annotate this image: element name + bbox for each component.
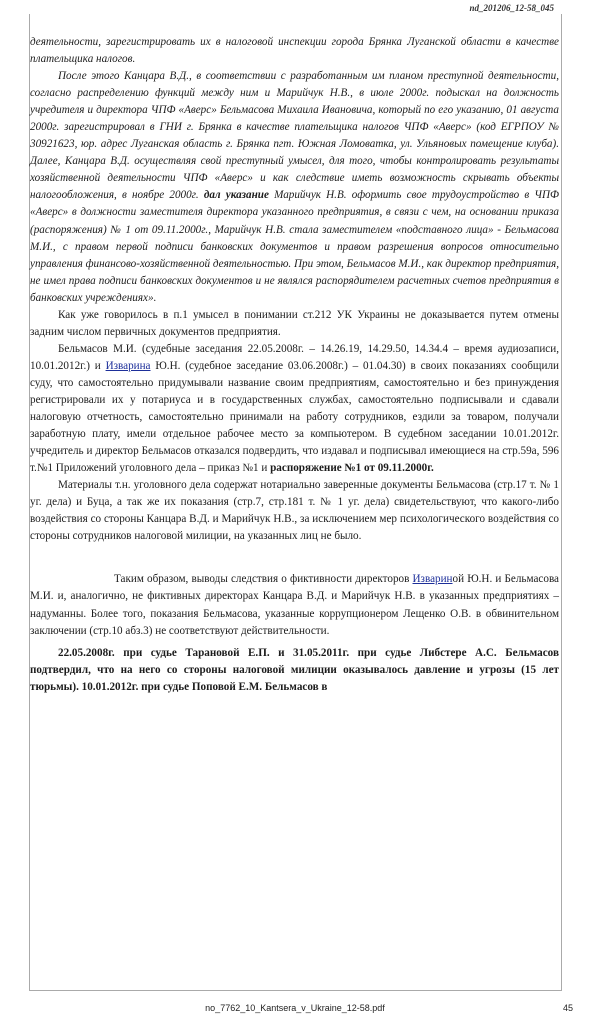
izvarina-link[interactable]: Изварина <box>105 359 151 372</box>
footer-page-number: 45 <box>562 1003 573 1013</box>
conclusion-text-end: ой Ю.Н. и Бельмасова М.И. и, аналогично, не фиктивных директорах Канцара В.Д. и Марийчук Н.В. в указанных предприятиях – надуманны. Более того, показания Бельмасова, указанные коррупционером Лещенко О.В. в обвинительном заключении (стр.10 абз.3) не соответствуют действительности. <box>30 573 560 637</box>
paragraph-testimony <box>30 341 559 477</box>
paragraph-gap <box>30 545 559 571</box>
paragraph-conclusion <box>30 571 559 639</box>
testimony-text-start: Бельмасов М.И. (судебные заседания 22.05.2008г. – 14.26.19, 14.29.50, 14.34.4 – время аудиозаписи, 10.01.2012г.) и <box>30 342 559 372</box>
quote-bold-phrase: дал указание <box>203 189 269 202</box>
conclusion-text-start: Таким образом, выводы следствия о фиктивности директоров <box>114 573 413 586</box>
paragraph-quote-continuation: деятельности, зарегистрировать их в налоговой инспекции города Брянка Луганской области в качестве плательщика налогов. <box>30 36 559 66</box>
testimony-text-middle: Ю.Н. (судебное заседание 03.06.2008г.) – 01.04.30) в своих показаниях сообщили суду, что самостоятельно придумывали название своим предприятиям, самостоятельно и без принуждения регистрировали их у потариуса и в государственных службах, самостоятельно подписывали и сдавали налоговую отчетность, самостоятельно принимали на работу сотрудников, ездили за товаром, получали заработную плату, имели отдельное рабочее место за компьютером. В судебном заседании 10.01.2012г. учредитель и директор Бельмасов отказался подвердить, что издавал и подписывал имеющиеся на стр.59а, 596 т.№1 Приложений уголовного дела – приказ №1 и <box>30 359 559 475</box>
izvarin-link[interactable]: Изварин <box>412 573 453 586</box>
page-body <box>30 34 559 696</box>
footer-filename: no_7762_10_Kantsera_v_Ukraine_12-58.pdf <box>205 1003 385 1013</box>
quote-text-end: Марийчук Н.В. оформить свое трудоустройство в ЧПФ «Аверс» в должности заместителя директора указанного предприятия, в связи с чем, на основании приказа (распоряжения) № 1 от 09.11.2000г., Марийчук Н.В. стала заместителем «подставного лица» - Бельмасова М.И., с правом первой подписи банковских документов и правом разрешения вопросов относительно управления финансово-хозяйственной деятельностью. При этом, Бельмасов М.И., как директор предприятия, не имел права подписи банковских документов и не являлся распорядителем расчетных счетов предприятия в банковских учреждениях». <box>30 189 559 304</box>
paragraph-intent: Как уже говорилось в п.1 умысел в понимании ст.212 УК Украины не доказывается путем отмены задним числом первичных документов предприятия. <box>30 308 559 338</box>
testimony-bold-order: распоряжение №1 от 09.11.2000г. <box>270 462 434 475</box>
document-code: nd_201206_12-58_045 <box>469 3 554 13</box>
paragraph-materials: Материалы т.н. уголовного дела содержат нотариально заверенные документы Бельмасова (стр.17 т. № 1 уг. дела) и Буца, а так же их показания (стр.7, стр.181 т. № 1 уг. дела) свидетельствуют, что какого-либо воздействия со стороны Канцара В.Д. и Марийчук Н.В., за исключением мер психологического воздействия со стороны сотрудников налоговой милиции, на указанных лиц не было. <box>30 479 559 543</box>
quote-text-start: После этого Канцара В.Д., в соответствии с разработанным им планом преступной деятельности, согласно распределению функций между ним и Марийчук Н.В., в июле 2000г. подыскал на должность учредителя и директора ЧПФ «Аверс» Бельмасова Михаила Ивановича, который по его указанию, 01 августа 2000г. зарегистрировал в ГНИ г. Брянка в качестве плательщика налогов ЧПФ «Аверс» (код ЕГРПОУ № 30921623, юр. адрес Луганская область г. Брянка пгт. Южная Ломоватка, ул. Ульяновых помещение клуба). Далее, Канцара В.Д. осуществляя свой преступный умысел, для того, чтобы контролировать результаты хозяйственной деятельности ЧПФ «Аверс» и как следствие иметь возможность скрывать объекты налогообложения, в ноябре 2000г. <box>30 70 559 202</box>
paragraph-quote-main <box>30 68 559 307</box>
paragraph-court-dates: 22.05.2008г. при судье Тарановой Е.П. и 31.05.2011г. при судье Либстере А.С. Бельмасов подтвердил, что на него со стороны налоговой милиции оказывалось давление и угрозы (15 лет тюрьмы). 10.01.2012г. при судье Поповой Е.М. Бельмасов в <box>30 646 559 693</box>
